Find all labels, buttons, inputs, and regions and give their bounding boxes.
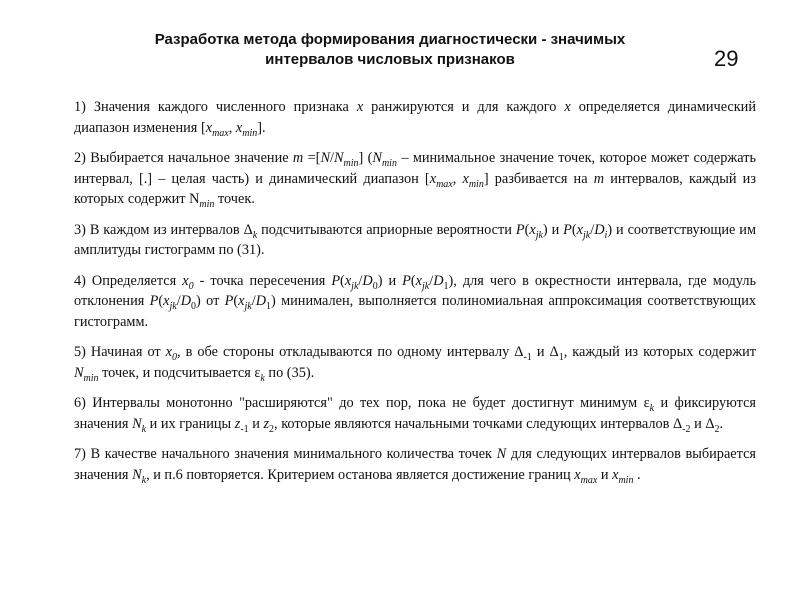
var: N [132,466,142,483]
var: m [593,170,605,187]
text: , [228,119,236,136]
subscript: max [212,127,229,139]
text: 1) Значения каждого численного признака [74,99,357,115]
text: ) и [377,272,403,289]
text: ]. [257,119,266,136]
title-line-1: Разработка метода формирования диагностически - значимых [154,31,626,48]
page-number: 29 [714,46,739,71]
subscript: k [141,474,147,486]
text: ( [340,272,345,289]
subscript: 1 [266,300,272,312]
text: 4) Определяется [74,272,183,289]
var: x [576,221,584,238]
text: / [590,221,595,238]
text: и Δ [690,415,715,432]
text: / [429,272,434,289]
subscript: 1 [443,280,449,292]
subscript: -1 [523,351,532,363]
text: ] разбивается на [483,170,594,187]
text: – минимальное значение точек, которое может содержать интервал, [.] – целая часть) и динамический диапазон [ [74,150,756,187]
text: . [633,466,641,483]
text: , и п.6 повторяется. Критерием останова является достижение границ [146,466,575,483]
subscript: -1 [240,423,249,435]
text: / [251,293,256,309]
text: ( [233,293,239,309]
subscript: 2 [714,423,720,435]
subscript: 1 [558,351,564,363]
subscript: min [242,127,258,139]
var: P [224,293,234,309]
var: D [180,293,192,309]
var: x [238,293,245,309]
text: 3) В каждом из интервалов Δ [74,221,253,238]
text: , которые являются начальными точками следующих интервалов Δ [274,415,683,432]
var: P [563,221,572,238]
text: и [248,415,264,432]
text: ) от [196,293,225,309]
text: - точка пересечения [193,272,332,289]
var: D [255,293,267,309]
text: ), для чего в окрестности интервала, где модуль отклонения [74,272,757,309]
paragraph-6 [74,393,756,434]
title-line-2: интервалов числовых признаков [265,51,515,68]
subscript: jk [583,229,591,241]
var: D [594,221,605,238]
subscript: jk [244,300,252,312]
text: 7) В качестве начального значения минимального количества точек [74,446,497,462]
var: P [331,272,341,289]
text: точек, и подсчитывается ε [98,364,261,381]
text: . [719,415,724,432]
text: , каждый из которых содержит [563,344,757,360]
text: =[ [303,150,321,166]
text: 6) Интервалы монотонно "расширяются" до тех пор, пока не будет достигнут минимум ε [74,395,650,411]
var: z [263,415,270,432]
text: , в обе стороны откладываются по одному интервалу Δ [177,344,524,360]
text: для следующих интервалов выбирается значения [74,446,756,483]
text: ( [410,272,416,289]
var: P [149,293,159,309]
var: N [74,364,84,381]
text: , [452,170,463,187]
text: ) и [542,221,564,238]
var: x [612,466,619,483]
var: x [429,170,437,187]
text: и [597,466,613,483]
text: ] ( [358,150,373,166]
var: x [529,221,536,238]
subscript: -2 [682,423,691,435]
subscript: 0 [372,280,378,292]
text: ) и соответствующие им амплитуды гистограмм по (31). [74,221,757,258]
var: x [165,344,173,360]
var: x [235,119,243,136]
subscript: min [381,157,397,169]
text: ( [158,293,164,309]
paragraph-1 [74,97,756,138]
var: x [564,99,571,115]
subscript: min [343,157,359,169]
var: x [205,119,213,136]
subscript: k [649,402,655,414]
var: N [333,150,344,166]
text: ( [524,221,530,238]
var: x [163,293,170,309]
subscript: min [199,198,215,210]
text: / [329,150,334,166]
var: N [320,150,330,166]
text: определяется динамический диапазон изменения [ [74,99,756,136]
text: и их границы [146,415,235,432]
var: x [344,272,352,289]
subscript: 0 [172,351,178,363]
var: x [574,466,581,483]
var: N [132,415,142,432]
text: ) минимален, выполняется полиномиальная аппроксимация соответствующих гистограмм. [74,293,756,330]
var: N [372,150,382,166]
subscript: 0 [191,300,197,312]
text: подсчитываются априорные вероятности [257,221,516,238]
subscript: k [260,372,265,384]
var: x [182,272,189,289]
text: 2) Выбирается начальное значение [74,150,293,166]
subscript: 2 [269,423,275,435]
subscript: 0 [188,280,194,292]
content-body [74,97,756,495]
var: m [292,150,304,166]
subscript: max [436,178,453,190]
var: P [515,221,525,238]
subscript: k [252,229,258,241]
text: ( [571,221,577,238]
text: интервалов, каждый из которых содержит N [74,170,756,207]
text: и Δ [531,344,559,360]
var: P [402,272,411,289]
text: по (35). [264,364,315,381]
text: ранжируются и для каждого [363,99,565,115]
var: N [496,446,507,462]
subscript: k [141,423,147,435]
paragraph-3 [74,220,756,261]
paragraph-7 [74,444,756,485]
subscript: max [580,474,598,486]
subscript: jk [422,280,430,292]
text: и фиксируются значения [74,395,756,432]
var: D [362,272,373,289]
paragraph-5 [74,342,756,383]
text: / [176,293,181,309]
subscript: min [618,474,634,486]
paragraph-4 [74,271,756,333]
var: z [234,415,241,432]
slide-title [100,30,680,70]
text: 5) Начиная от [74,344,166,360]
text: / [358,272,363,289]
var: x [415,272,423,289]
subscript: i [604,229,608,241]
var: x [356,99,364,115]
var: x [462,170,469,187]
subscript: min [83,372,99,384]
subscript: min [468,178,484,190]
var: D [433,272,444,289]
subscript: jk [169,300,177,312]
subscript: jk [535,229,543,241]
subscript: jk [351,280,359,292]
paragraph-2 [74,148,756,210]
text: точек. [214,191,255,207]
